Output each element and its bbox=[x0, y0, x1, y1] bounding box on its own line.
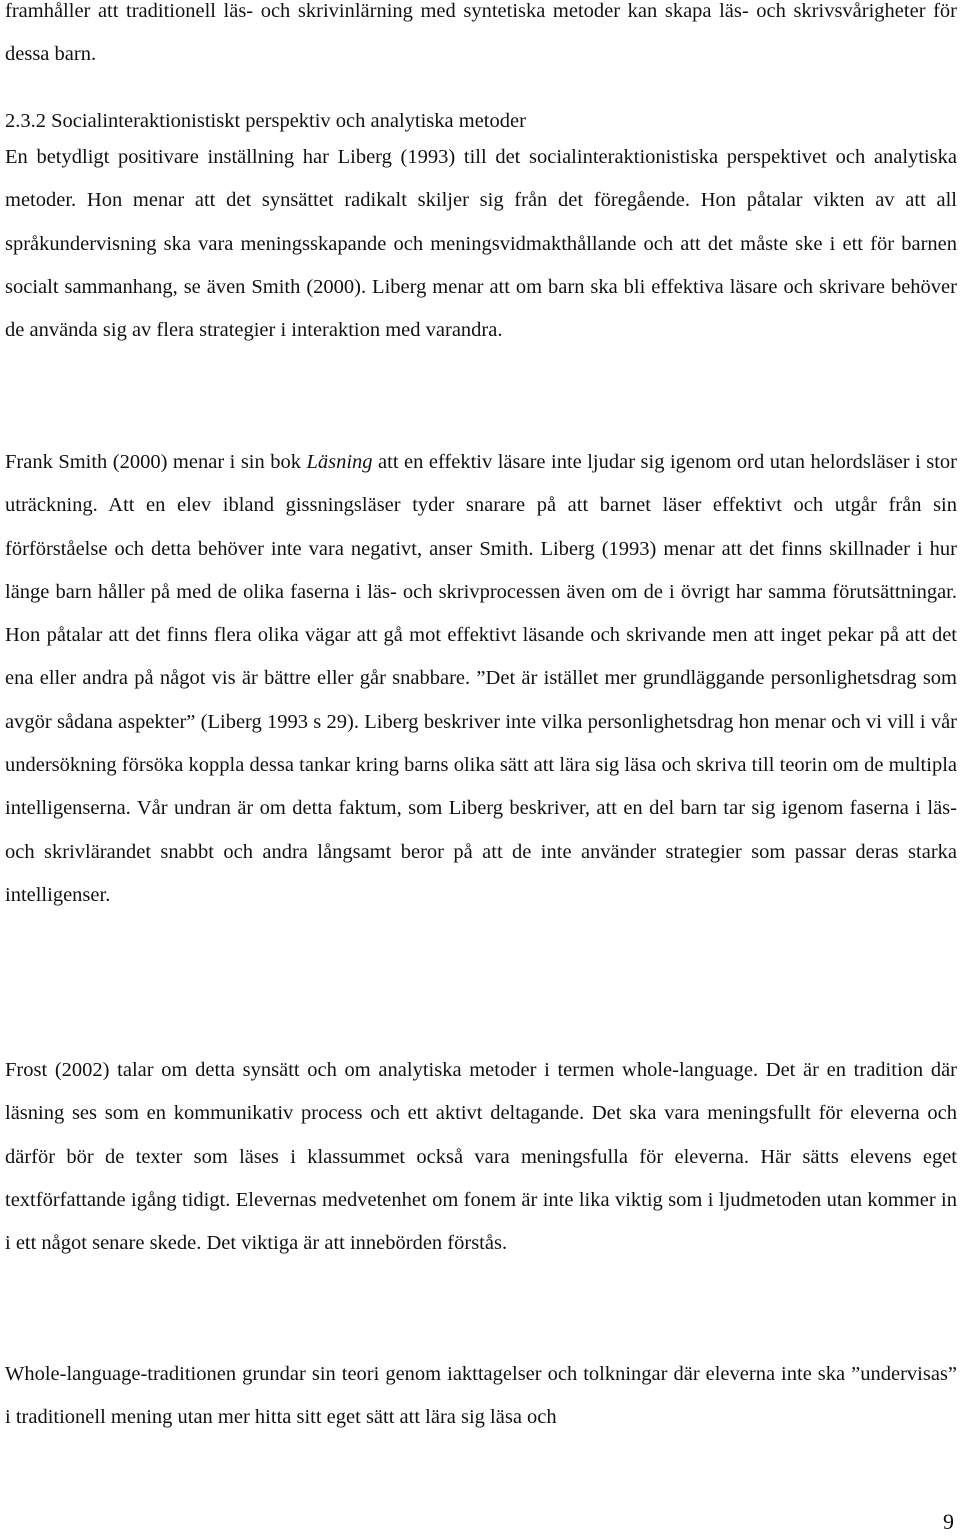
paragraph-smith bbox=[5, 441, 957, 917]
paragraph-whole-language-text: Whole-language-traditionen grundar sin teori genom iakttagelser och tolkningar där eleverna inte ska ”undervisas” i traditionell mening utan mer hitta sitt eget sätt att lära sig läsa och bbox=[5, 1363, 957, 1429]
paragraph-liberg bbox=[5, 136, 957, 352]
paragraph-frost bbox=[5, 1049, 957, 1265]
book-title: Läsning bbox=[306, 451, 373, 473]
section-heading-text: 2.3.2 Socialinteraktionistiskt perspektiv och analytiska metoder bbox=[5, 110, 526, 132]
paragraph-intro bbox=[5, 0, 957, 77]
paragraph-smith-text-rest: att en effektiv läsare inte ljudar sig igenom ord utan helordsläser i stor uträckning. Att en elev ibland gissningsläser tyder snarare på att barnet läser effektivt och utgår från sin förförståelse och detta behöver inte vara negativt, anser Smith. Liberg (1993) menar att det finns skillnader i hur länge barn håller på med de olika faserna i läs- och skrivprocessen även om de i övrigt har samma förutsättningar. Hon påtalar att det finns flera olika vägar att gå mot effektivt läsande och skrivande men att inget pekar på att det ena eller andra på något vis är bättre eller går snabbare. ”Det är istället mer grundläggande personlighetsdrag som avgör sådana aspekter” (Liberg 1993 s 29). Liberg beskriver inte vilka personlighetsdrag hon menar och vi vill i vår undersökning försöka koppla dessa tankar kring barns olika sätt att lära sig läsa och skriva till teorin om de multipla intelligenserna. Vår undran är om detta faktum, som Liberg beskriver, att en del barn tar sig igenom faserna i läs- och skrivlärandet snabbt och andra långsamt beror på att de inte använder strategier som passar deras starka intelligenser. bbox=[5, 451, 958, 906]
paragraph-liberg-text: En betydligt positivare inställning har Liberg (1993) till det socialinteraktionistiska perspektivet och analytiska metoder. Hon menar att det synsättet radikalt skiljer sig från det föregående. Hon påtalar vikten av att all språkundervisning ska vara meningsskapande och meningsvidmakthållande och att det måste ske i ett för barnen socialt sammanhang, se även Smith (2000). Liberg menar att om barn ska bli effektiva läsare och skrivare behöver de använda sig av flera strategier i interaktion med varandra. bbox=[5, 146, 957, 342]
paragraph-smith-text-start: Frank Smith (2000) menar i sin bok bbox=[5, 451, 307, 473]
paragraph-frost-text: Frost (2002) talar om detta synsätt och om analytiska metoder i termen whole-language. Det är en tradition där läsning ses som en kommunikativ process och ett aktivt deltagande. Det ska vara meningsfullt för eleverna och därför bör de texter som läses i klassummet också vara meningsfulla för eleverna. Här sätts elevens eget textförfattande igång tidigt. Elevernas medvetenhet om fonem är inte lika viktig som i ljudmetoden utan kommer in i ett något senare skede. Det viktiga är att innebörden förstås. bbox=[5, 1059, 957, 1255]
paragraph-whole-language bbox=[5, 1353, 957, 1440]
page-number: 9 bbox=[943, 1509, 954, 1534]
paragraph-intro-text: framhåller att traditionell läs- och skrivinlärning med syntetiska metoder kan skapa läs- och skrivsvårigheter för dessa barn. bbox=[5, 0, 957, 66]
